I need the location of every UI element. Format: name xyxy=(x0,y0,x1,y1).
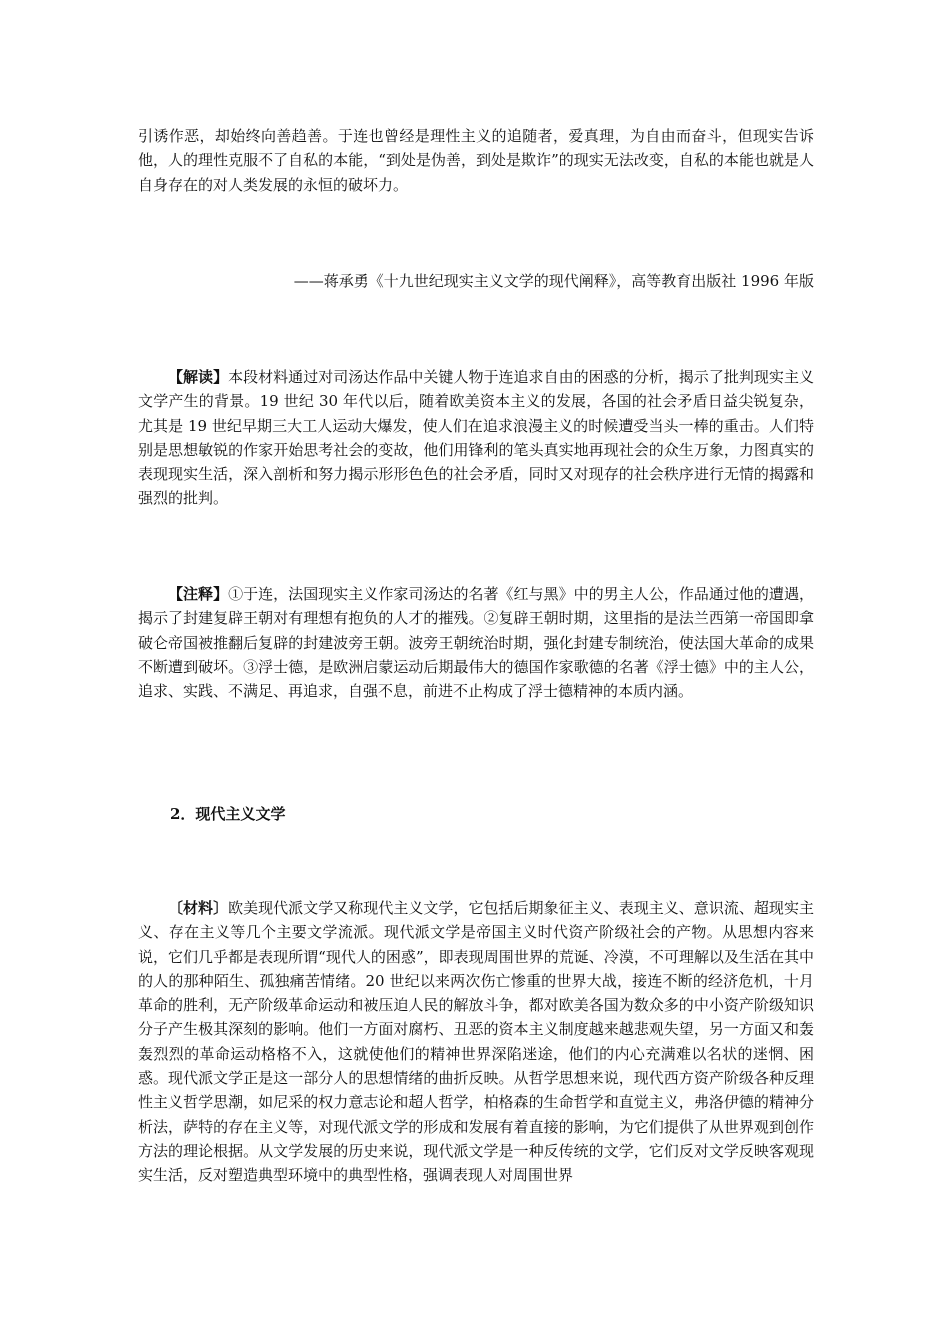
material-text: 欧美现代派文学又称现代主义文学，它包括后期象征主义、表现主义、意识流、超现实主义、存在主义等几个主要文学流派。现代派文学是帝国主义时代资产阶级社会的产物。从思想内容来说，它们几乎都是表现所谓“现代人的困惑”，即表现周围世界的荒诞、冷漠，不可理解以及生活在其中的人的那种陌生、孤独痛苦情绪。20 世纪以来两次伤亡惨重的世界大战，接连不断的经济危机，十月革命的胜利，无产阶级革命运动和被压迫人民的解放斗争，都对欧美各国为数众多的中小资产阶级知识分子产生极其深刻的影响。他们一方面对腐朽、丑恶的资本主义制度越来越悲观失望，另一方面又和轰轰烈烈的革命运动格格不入，这就使他们的精神世界深陷迷途，他们的内心充满难以名状的迷惘、困惑。现代派文学正是这一部分人的思想情绪的曲折反映。从哲学思想来说，现代西方资产阶级各种反理性主义哲学思潮，如尼采的权力意志论和超人哲学，柏格森的生命哲学和直觉主义，弗洛伊德的精神分析法，萨特的存在主义等，对现代派文学的形成和发展有着直接的影响，为它们提供了从世界观到创作方法的理论根据。从文学发展的历史来说，现代派文学是一种反传统的文学，它们反对文学反映客观现实生活，反对塑造典型环境中的典型性格，强调表现人对周围世界 xyxy=(138,899,814,1185)
notes-label: 【注释】 xyxy=(168,585,229,603)
section-heading: 2．现代主义文学 xyxy=(170,805,286,823)
citation-line: ——蒋承勇《十九世纪现实主义文学的现代阐释》，高等教育出版社 1996 年版 xyxy=(293,272,814,290)
paragraph-text: 引诱作恶，却始终向善趋善。于连也曾经是理性主义的追随者，爱真理，为自由而奋斗，但现实告诉他，人的理性克服不了自私的本能，“到处是伪善，到处是欺诈”的现实无法改变，自私的本能也就是人自身存在的对人类发展的永恒的破坏力。 xyxy=(138,127,814,194)
material-paragraph xyxy=(138,896,814,1188)
interpretation-paragraph xyxy=(138,365,814,511)
interpretation-label: 【解读】 xyxy=(168,368,229,386)
paragraph-continuation xyxy=(138,124,814,197)
interpretation-text: 本段材料通过对司汤达作品中关键人物于连追求自由的困惑的分析，揭示了批判现实主义文学产生的背景。19 世纪 30 年代以后，随着欧美资本主义的发展，各国的社会矛盾日益尖锐复杂，尤其是 19 世纪早期三大工人运动大爆发，使人们在追求浪漫主义的时候遭受当头一棒的重击。人们特别是思想敏锐的作家开始思考社会的变故，他们用锋利的笔头真实地再现社会的众生万象，力图真实的表现现实生活，深入剖析和努力揭示形形色色的社会矛盾，同时又对现存的社会秩序进行无情的揭露和强烈的批判。 xyxy=(138,368,814,508)
notes-text: ①于连，法国现实主义作家司汤达的名著《红与黑》中的男主人公，作品通过他的遭遇，揭示了封建复辟王朝对有理想有抱负的人才的摧残。②复辟王朝时期，这里指的是法兰西第一帝国即拿破仑帝国被推翻后复辟的封建波旁王朝。波旁王朝统治时期，强化封建专制统治，使法国大革命的成果不断遭到破坏。③浮士德，是欧洲启蒙运动后期最伟大的德国作家歌德的名著《浮士德》中的主人公，追求、实践、不满足、再追求，自强不息，前进不止构成了浮士德精神的本质内涵。 xyxy=(138,585,814,701)
notes-paragraph xyxy=(138,582,814,703)
material-label: 〔材料〕 xyxy=(168,899,229,917)
